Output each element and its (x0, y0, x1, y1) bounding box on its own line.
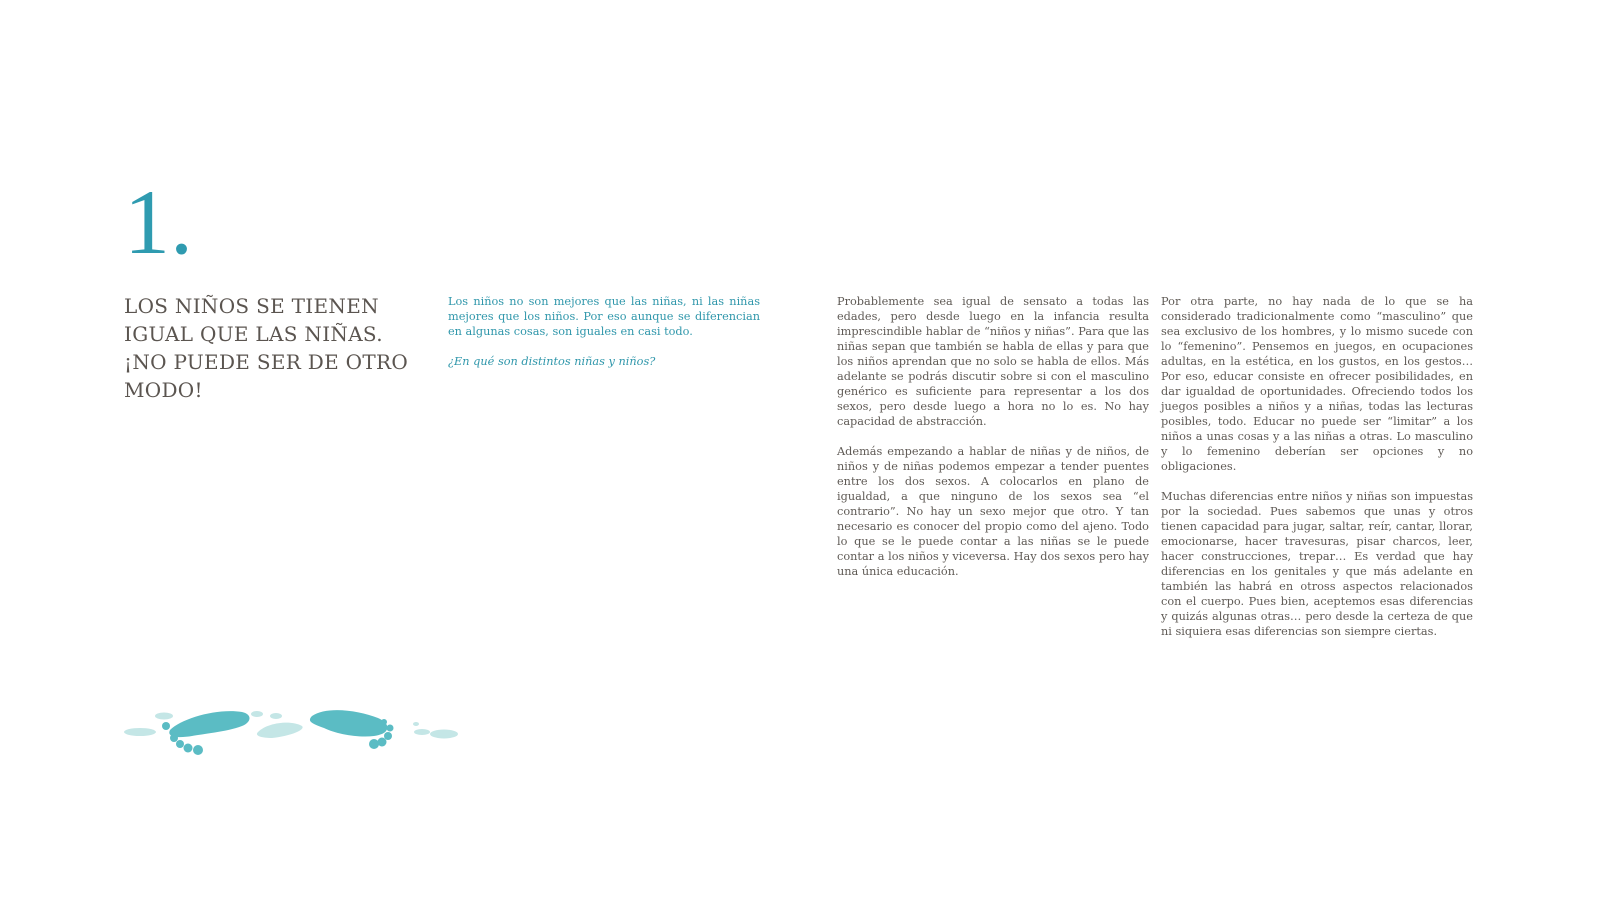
paragraph: Probablemente sea igual de sensato a todas las edades, pero desde luego en la infancia resulta imprescindible hablar de “niños y niñas”. Para que las niñas sepan que también se habla de ellas y para que los niños aprendan que no solo se habla de ellos. Más adelante se podrás discutir sobre si con el masculino genérico es suficiente para representar a los dos sexos, pero desde luego a hora no lo es. No hay capacidad de abstracción. (837, 295, 1149, 428)
intro-question: ¿En qué son distintos niñas y niños? (448, 355, 656, 368)
splash-shape (251, 711, 263, 717)
paragraph: Además empezando a hablar de niñas y de niños, de niños y de niñas podemos empezar a tender puentes entre los dos sexos. A colocarlos en plano de igualdad, a que ninguno de los sexos sea “el contrario”. No hay un sexo mejor que otro. Y tan necesario es conocer del propio como del ajeno. Todo lo que se le puede contar a las niñas se le puede contar a los niños y viceversa. Hay dos sexos pero hay una única educación. (837, 445, 1149, 578)
light-footprint-shape (257, 723, 303, 738)
chapter-number: 1. (124, 171, 193, 273)
body-column-right (1161, 294, 1473, 654)
body-column-left (837, 294, 1149, 594)
paragraph: Muchas diferencias entre niños y niñas son impuestas por la sociedad. Pues sabemos que unas y otros tienen capacidad para jugar, saltar, reír, cantar, llorar, emocionarse, hacer travesuras, pisar charcos, leer, hacer construcciones, trepar… Es verdad que hay diferencias en los genitales y que más adelante en también las habrá en otross aspectos relacionados con el cuerpo. Pues bien, aceptemos esas diferencias y quizás algunas otras… pero desde la certeza de que ni siquiera esas diferencias son siempre ciertas. (1161, 490, 1473, 638)
splash-shape (270, 713, 282, 719)
splash-shape (124, 728, 156, 736)
splash-shape (430, 730, 458, 739)
chapter-title: LOS NIÑOS SE TIENEN IGUAL QUE LAS NIÑAS. ¡NO PUEDE SER DE OTRO MODO! (124, 294, 409, 402)
splash-shape (155, 713, 173, 720)
intro-block (448, 294, 760, 384)
paragraph: Por otra parte, no hay nada de lo que se ha considerado tradicionalmente como “masculino” que sea exclusivo de los hombres, y lo mismo sucede con lo “femenino”. Pensemos en juegos, en ocupaciones adultas, en la estética, en los gustos, en los gestos… Por eso, educar consiste en ofrecer posibilidades, en dar igualdad de oportunidades. Ofreciendo todos los juegos posibles a niños y a niñas, todas las lecturas posibles, todo. Educar no puede ser “limitar” a los niños a unas cosas y a las niñas a otras. Lo masculino y lo femenino deberían ser opciones y no obligaciones. (1161, 295, 1473, 473)
splash-shape (413, 722, 419, 726)
footprint-left (162, 711, 250, 755)
footprint-right (310, 710, 394, 749)
splash-shape (414, 729, 430, 735)
intro-text: Los niños no son mejores que las niñas, ni las niñas mejores que los niños. Por eso aunque se diferencian en algunas cosas, son iguales en casi todo. (448, 295, 760, 338)
footprints-icon (122, 708, 462, 758)
